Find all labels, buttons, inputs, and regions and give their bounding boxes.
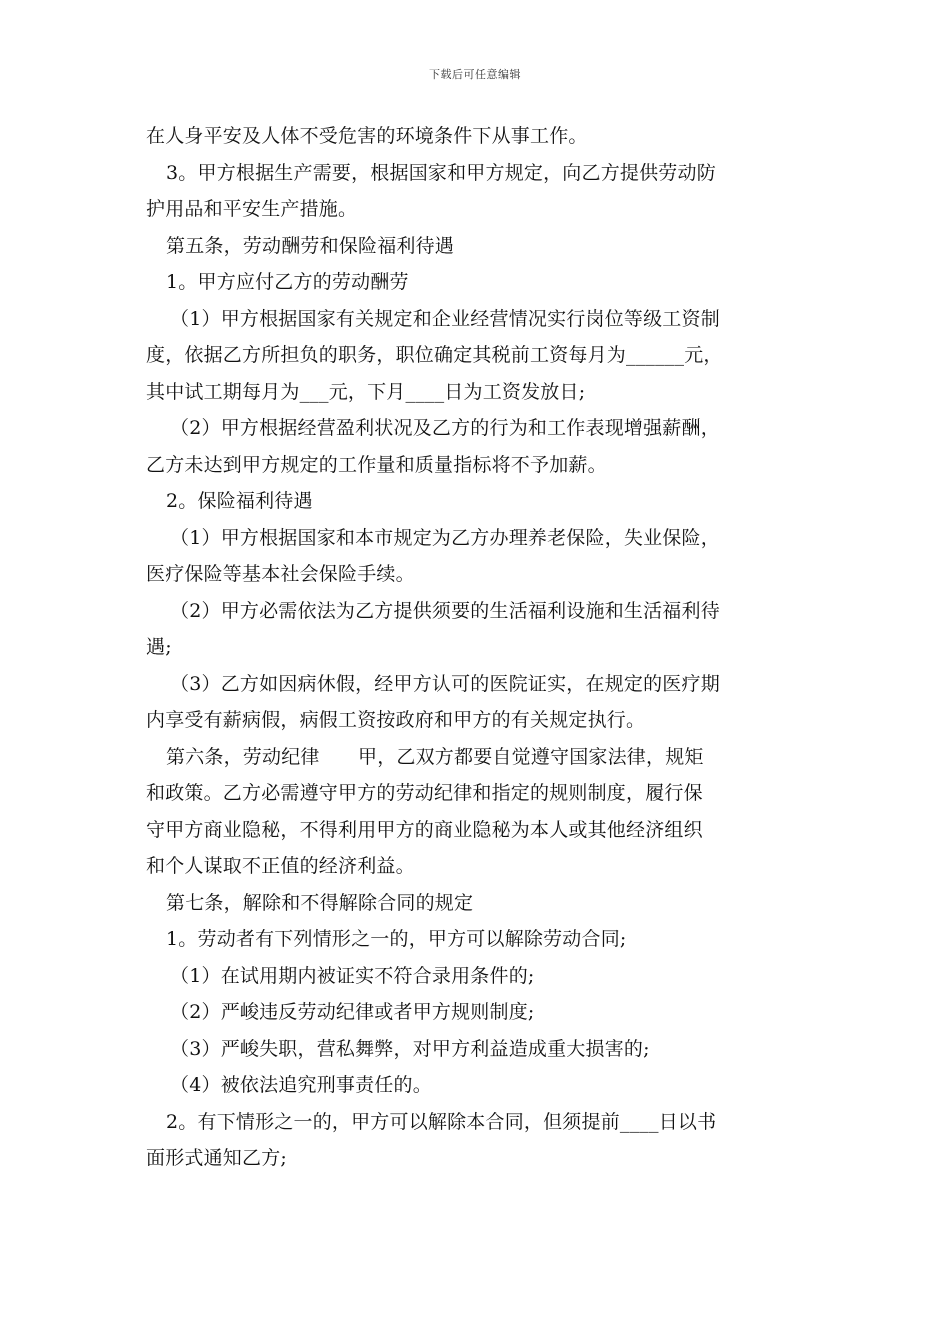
text-line: 遇; — [146, 636, 172, 658]
text-line: （2）甲方必需依法为乙方提供须要的生活福利设施和生活福利待 — [170, 599, 720, 622]
text-line: 和个人谋取不正值的经济利益。 — [146, 855, 415, 877]
text-line: 度，依据乙方所担负的职务，职位确定其税前工资每月为______元， — [146, 344, 723, 366]
text-line: 医疗保险等基本社会保险手续。 — [146, 563, 415, 585]
text-line: 2。保险福利待遇 — [166, 490, 313, 512]
text-line: 1。劳动者有下列情形之一的，甲方可以解除劳动合同; — [166, 928, 627, 950]
text-line: 护用品和平安生产措施。 — [146, 198, 358, 220]
text-line: 和政策。乙方必需遵守甲方的劳动纪律和指定的规则制度，履行保 — [146, 782, 703, 804]
text-line: 2。有下情形之一的，甲方可以解除本合同，但须提前____日以书 — [166, 1110, 717, 1133]
document-body — [146, 118, 811, 1177]
text-line: （1）甲方根据国家有关规定和企业经营情况实行岗位等级工资制 — [170, 307, 720, 330]
text-line: （3）乙方如因病休假，经甲方认可的医院证实，在规定的医疗期 — [170, 672, 720, 695]
text-line: （4）被依法追究刑事责任的。 — [170, 1074, 432, 1096]
page-header: 下载后可任意编辑 — [429, 68, 521, 81]
text-line: 乙方未达到甲方规定的工作量和质量指标将不予加薪。 — [146, 453, 607, 476]
text-line: 1。甲方应付乙方的劳动酬劳 — [166, 271, 409, 293]
text-line: 内享受有薪病假，病假工资按政府和甲方的有关规定执行。 — [146, 709, 646, 731]
section-heading: 第七条，解除和不得解除合同的规定 — [166, 891, 474, 914]
text-line: 3。甲方根据生产需要，根据国家和甲方规定，向乙方提供劳动防 — [166, 161, 716, 184]
text-line: （2）甲方根据经营盈利状况及乙方的行为和工作表现增强薪酬， — [170, 417, 720, 439]
section-heading: 第六条，劳动纪律 甲，乙双方都要自觉遵守国家法律，规矩 — [166, 745, 704, 768]
text-line: 在人身平安及人体不受危害的环境条件下从事工作。 — [146, 125, 588, 147]
section-heading: 第五条，劳动酬劳和保险福利待遇 — [166, 234, 455, 257]
text-line: （1）甲方根据国家和本市规定为乙方办理养老保险，失业保险， — [170, 526, 720, 549]
text-line: （2）严峻违反劳动纪律或者甲方规则制度; — [170, 1001, 535, 1023]
text-line: （1）在试用期内被证实不符合录用条件的; — [170, 964, 535, 987]
text-line: 面形式通知乙方; — [146, 1147, 288, 1169]
text-line: 其中试工期每月为___元，下月____日为工资发放日; — [146, 380, 586, 403]
text-line: 守甲方商业隐秘，不得利用甲方的商业隐秘为本人或其他经济组织 — [146, 818, 703, 841]
text-line: （3）严峻失职，营私舞弊，对甲方利益造成重大损害的; — [170, 1037, 650, 1060]
